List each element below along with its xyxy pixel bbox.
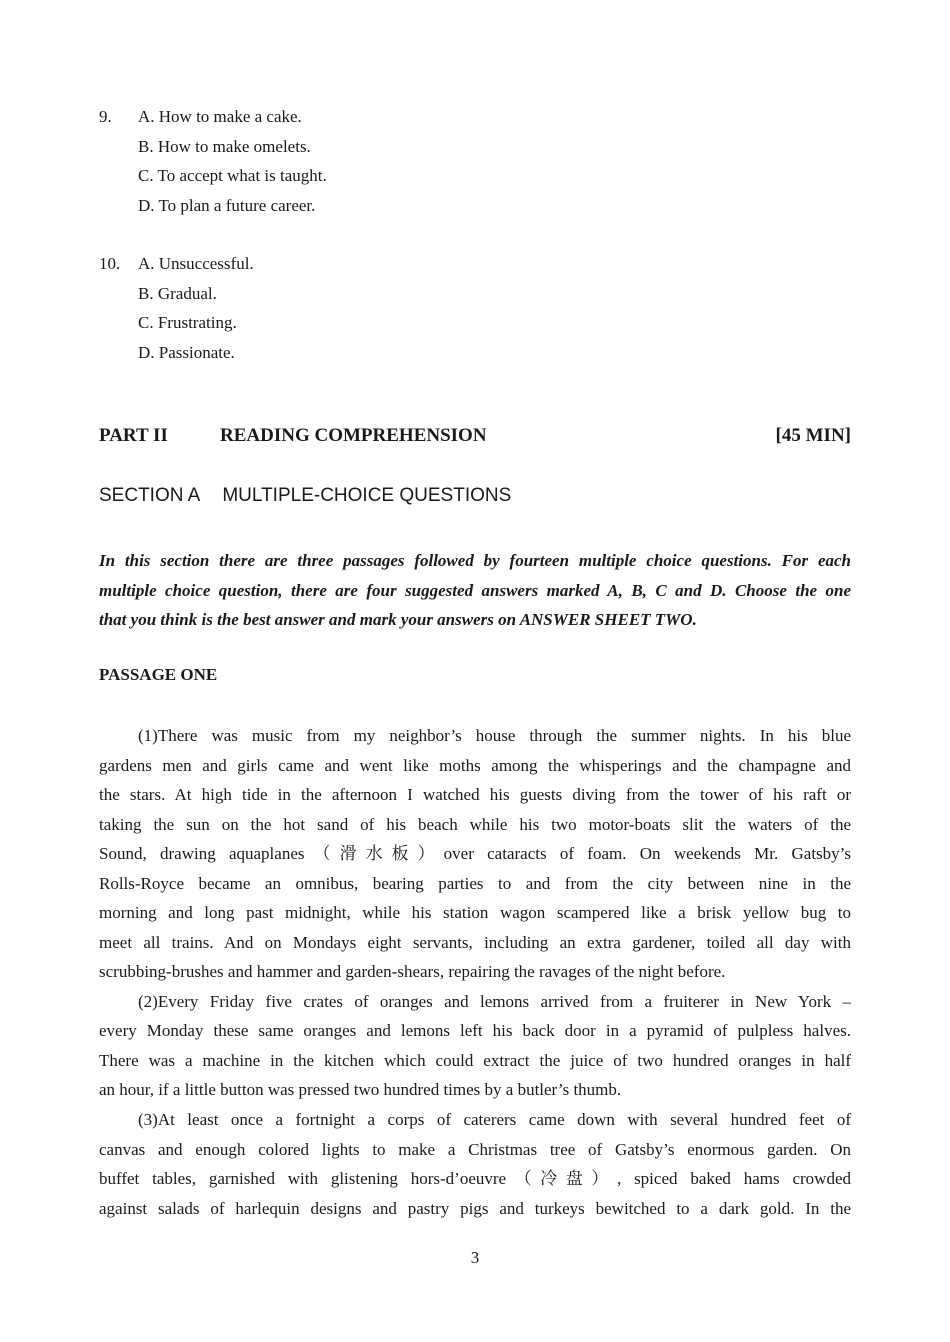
- text-line: (2)Every Friday five crates of oranges and lemons arrived from a fruiterer in New York –: [138, 991, 851, 1011]
- section-instructions: [99, 546, 851, 635]
- option-c: C. To accept what is taught.: [138, 166, 327, 185]
- text-line: (3)At least once a fortnight a corps of caterers came down with several hundred feet of: [138, 1110, 851, 1129]
- text-line: gardens men and girls came and went like moths among the whisperings and the champagne and: [99, 755, 851, 775]
- instruction-line: that you think is the best answer and mark your answers on ANSWER SHEET TWO.: [99, 610, 697, 629]
- option-b: B. Gradual.: [138, 283, 217, 303]
- option-list: [138, 249, 254, 367]
- text-line: every Monday these same oranges and lemons left his back door in a pyramid of pulpless halves.: [99, 1021, 851, 1040]
- option-d: D. To plan a future career.: [138, 195, 316, 215]
- section-title: MULTIPLE-CHOICE QUESTIONS: [222, 485, 512, 506]
- text-line: meet all trains. And on Mondays eight servants, including an extra gardener, toiled all day with: [99, 932, 851, 952]
- passage-title: PASSAGE ONE: [99, 665, 218, 684]
- text-line: (1)There was music from my neighbor’s house through the summer nights. In his blue: [138, 726, 851, 745]
- text-line: Rolls-Royce became an omnibus, bearing parties to and from the city between nine in the: [99, 873, 851, 893]
- text-line: an hour, if a little button was pressed two hundred times by a butler’s thumb.: [99, 1080, 622, 1099]
- text-line: There was a machine in the kitchen which could extract the juice of two hundred oranges in half: [99, 1050, 851, 1070]
- question-number: 10.: [99, 254, 121, 273]
- option-a: A. Unsuccessful.: [138, 254, 254, 273]
- part-heading: [99, 425, 851, 453]
- option-d: D. Passionate.: [138, 342, 235, 362]
- instruction-line: In this section there are three passages followed by fourteen multiple choice questions. For each: [99, 551, 851, 570]
- option-list: [138, 102, 327, 220]
- paragraph-3: [99, 1105, 851, 1223]
- page-number: 3: [470, 1248, 480, 1267]
- paragraph-1: [99, 721, 851, 987]
- text-line: the stars. At high tide in the afternoon I watched his guests diving from the tower of his raft or: [99, 785, 851, 804]
- text-line: against salads of harlequin designs and pastry pigs and turkeys bewitched to a dark gold. In the: [99, 1198, 851, 1218]
- text-line: morning and long past midnight, while his station wagon scampered like a brisk yellow bug to: [99, 903, 851, 922]
- option-c: C. Frustrating.: [138, 313, 237, 332]
- section-label: SECTION A: [99, 485, 201, 506]
- text-line: canvas and enough colored lights to make a Christmas tree of Gatsby’s enormous garden. On: [99, 1139, 851, 1159]
- text-line: Sound, drawing aquaplanes（滑水板）over cataracts of foam. On weekends Mr. Gatsby’s: [99, 844, 851, 863]
- option-a: A. How to make a cake.: [138, 107, 302, 126]
- text-line: taking the sun on the hot sand of his beach while his two motor-boats slit the waters of the: [99, 814, 851, 834]
- question-number: 9.: [99, 107, 112, 126]
- part-time: [45 MIN]: [775, 425, 851, 446]
- section-heading: [99, 485, 511, 507]
- part-title: READING COMPREHENSION: [220, 425, 487, 446]
- text-line: scrubbing-brushes and hammer and garden-shears, repairing the ravages of the night before.: [99, 962, 726, 981]
- part-label: PART II: [99, 425, 168, 446]
- text-line: buffet tables, garnished with glistening hors-d’oeuvre（冷盘）, spiced baked hams crowded: [99, 1169, 851, 1188]
- paragraph-2: [99, 987, 851, 1105]
- instruction-line: multiple choice question, there are four suggested answers marked A, B, C and D. Choose the one: [99, 580, 851, 600]
- option-b: B. How to make omelets.: [138, 136, 311, 156]
